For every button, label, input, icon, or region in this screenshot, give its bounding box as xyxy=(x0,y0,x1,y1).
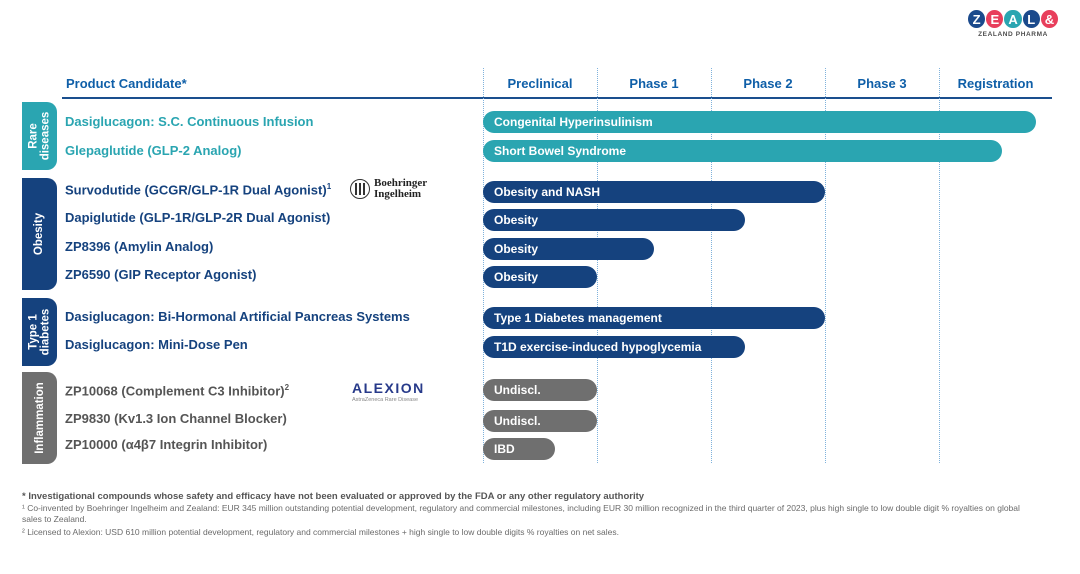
phase-headers xyxy=(0,76,1080,94)
logo-letters xyxy=(968,10,1058,28)
phase-header-preclinical: Preclinical xyxy=(507,76,573,91)
pipeline-bar: Short Bowel Syndrome xyxy=(483,140,1002,162)
product-name: ZP10068 (Complement C3 Inhibitor)$^2$ xyxy=(65,383,290,399)
alexion-logo xyxy=(352,380,425,403)
phase-header-registration: Registration xyxy=(957,76,1034,91)
product-name: ZP10000 (α4β7 Integrin Inhibitor) xyxy=(65,437,268,452)
logo-letter: E xyxy=(986,10,1003,28)
category-type1-diabetes xyxy=(22,298,57,366)
logo-letter: & xyxy=(1041,10,1058,28)
product-name: Dasiglucagon: Mini-Dose Pen xyxy=(65,337,248,352)
product-name: ZP8396 (Amylin Analog) xyxy=(65,239,214,254)
product-name: ZP9830 (Kv1.3 Ion Channel Blocker) xyxy=(65,411,287,426)
category-obesity xyxy=(22,178,57,290)
phase-header-phase3: Phase 3 xyxy=(857,76,907,91)
alexion-wordmark: ALEXION xyxy=(352,380,425,396)
logo-letter: Z xyxy=(968,10,985,28)
footnote-2: ² Licensed to Alexion: USD 610 million potential development, regulatory and commercial milestones + high single to low double digits % royalties on net sales. xyxy=(22,527,619,537)
product-name: ZP6590 (GIP Receptor Agonist) xyxy=(65,267,257,282)
logo-letter: A xyxy=(1004,10,1021,28)
category-inflammation xyxy=(22,372,57,464)
footnote-main: * Investigational compounds whose safety and efficacy have not been evaluated or approved by the FDA or any other regulatory authority xyxy=(22,491,645,502)
product-name: Dasiglucagon: Bi-Hormonal Artificial Pancreas Systems xyxy=(65,309,410,324)
phase-header-phase2: Phase 2 xyxy=(743,76,793,91)
zealand-logo xyxy=(968,10,1058,50)
product-name: Glepaglutide (GLP-2 Analog) xyxy=(65,143,242,158)
category-label: Inflammation xyxy=(33,382,46,454)
pipeline-bar: Undiscl. xyxy=(483,410,597,432)
pipeline-bar: Congenital Hyperinsulinism xyxy=(483,111,1036,133)
pipeline-bar: Obesity xyxy=(483,209,745,231)
footnote-1: ¹ Co-invented by Boehringer Ingelheim and Zealand: EUR 345 million outstanding potential development, regulatory and commercial milestones, including EUR 30 million recognized in the third quarter of 2023, plus high single to low double digit % royalties on global sales to Zealand. xyxy=(22,503,1020,524)
header-rule xyxy=(62,97,1052,99)
boehringer-wordmark: Boehringer Ingelheim xyxy=(374,177,428,200)
logo-subtitle: ZEALAND PHARMA xyxy=(978,31,1048,38)
footnote-ref: 1 xyxy=(326,182,332,191)
pipeline-bar: Undiscl. xyxy=(483,379,597,401)
boehringer-icon xyxy=(350,179,370,199)
pipeline-bar: IBD xyxy=(483,438,555,460)
category-rare-diseases xyxy=(22,102,57,170)
product-name: Survodutide (GCGR/GLP-1R Dual Agonist)$^1$ xyxy=(65,182,332,198)
pipeline-bar: Obesity and NASH xyxy=(483,181,825,203)
pipeline-bar: Type 1 Diabetes management xyxy=(483,307,825,329)
product-name: Dasiglucagon: S.C. Continuous Infusion xyxy=(65,114,314,129)
logo-letter: L xyxy=(1023,10,1040,28)
product-name: Dapiglutide (GLP-1R/GLP-2R Dual Agonist) xyxy=(65,210,331,225)
alexion-subtitle: AstraZeneca Rare Disease xyxy=(352,397,419,403)
pipeline-bar: Obesity xyxy=(483,238,654,260)
phase-header-phase1: Phase 1 xyxy=(629,76,679,91)
boehringer-ingelheim-logo xyxy=(350,178,427,200)
footnote-ref: 2 xyxy=(284,383,290,392)
category-label: Type 1 diabetes xyxy=(27,308,52,356)
product-candidate-header: Product Candidate* xyxy=(66,76,187,91)
category-label: Obesity xyxy=(33,212,46,256)
pipeline-bar: T1D exercise-induced hypoglycemia xyxy=(483,336,745,358)
category-label: Rare diseases xyxy=(27,111,52,161)
pipeline-bar: Obesity xyxy=(483,266,597,288)
